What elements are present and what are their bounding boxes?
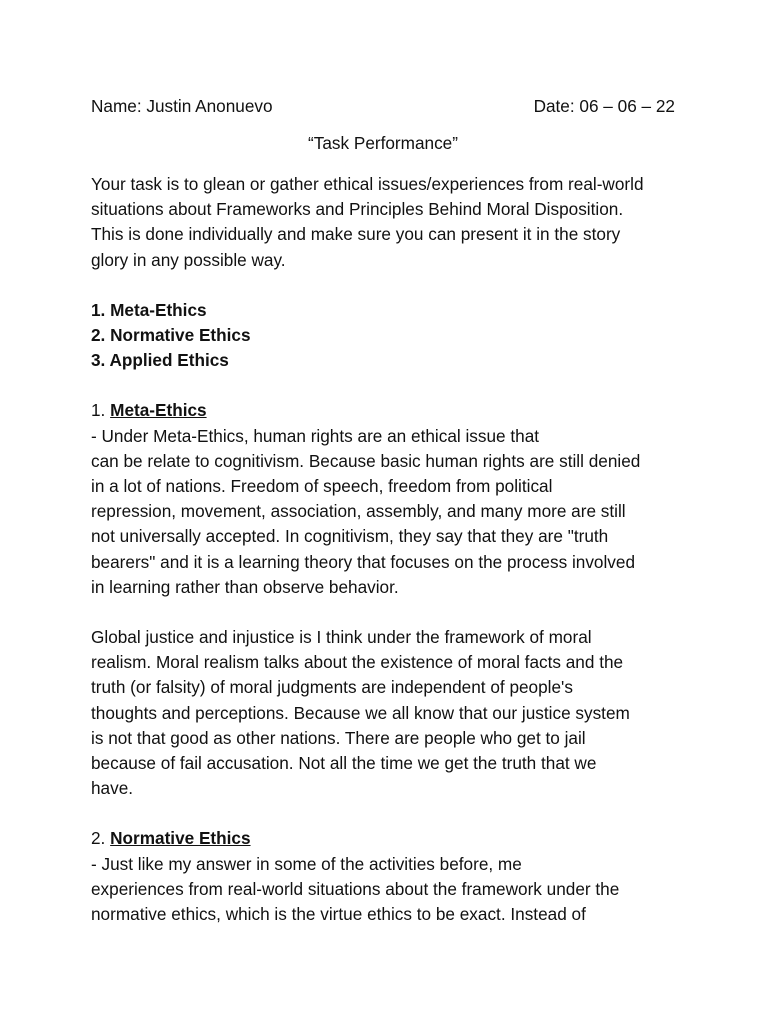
intro-line: glory in any possible way. (91, 249, 286, 270)
document-date: Date: 06 – 06 – 22 (533, 96, 675, 116)
global-justice-paragraph (91, 625, 681, 801)
intro-line: This is done individually and make sure you can present it in the story (91, 224, 621, 245)
paragraph-line: is not that good as other nations. There are people who get to jail (91, 727, 586, 748)
paragraph-line: in a lot of nations. Freedom of speech, freedom from political (91, 476, 553, 497)
document-title: “Task Performance” (308, 133, 458, 153)
paragraph-line: in learning rather than observe behavior. (91, 576, 399, 597)
paragraph-line: truth (or falsity) of moral judgments are independent of people's (91, 677, 573, 698)
list-item-meta-ethics: 1. Meta-Ethics (91, 299, 207, 320)
normative-ethics-paragraph (91, 852, 681, 928)
paragraph-line: can be relate to cognitivism. Because basic human rights are still denied (91, 450, 641, 471)
paragraph-line: repression, movement, association, assembly, and many more are still (91, 501, 626, 522)
meta-ethics-paragraph (91, 424, 681, 600)
section-number: 1. (91, 400, 106, 421)
spacer (91, 373, 681, 398)
paragraph-line: Global justice and injustice is I think under the framework of moral (91, 627, 592, 648)
document-body (91, 94, 681, 927)
intro-paragraph (91, 172, 681, 273)
spacer (91, 600, 681, 625)
section-heading-normative-ethics (91, 826, 681, 851)
paragraph-line: realism. Moral realism talks about the existence of moral facts and the (91, 652, 624, 673)
list-item-normative-ethics: 2. Normative Ethics (91, 325, 251, 346)
spacer (91, 801, 681, 826)
section-name: Normative Ethics (110, 828, 251, 849)
paragraph-line: not universally accepted. In cognitivism, they say that they are "truth (91, 526, 609, 547)
header-row (91, 94, 681, 119)
student-name: Name: Justin Anonuevo (91, 96, 273, 116)
paragraph-line: have. (91, 778, 134, 799)
section-name: Meta-Ethics (110, 400, 207, 421)
paragraph-line: experiences from real-world situations about the framework under the (91, 878, 620, 899)
paragraph-line: bearers" and it is a learning theory that focuses on the process involved (91, 551, 635, 572)
section-number: 2. (91, 828, 106, 849)
spacer (91, 273, 681, 298)
intro-line: Your task is to glean or gather ethical issues/experiences from real-world (91, 174, 644, 194)
section-heading-meta-ethics (91, 398, 681, 423)
topic-list (91, 298, 681, 374)
paragraph-line: - Just like my answer in some of the activities before, me (91, 853, 522, 874)
paragraph-line: because of fail accusation. Not all the time we get the truth that we (91, 753, 597, 774)
paragraph-line: normative ethics, which is the virtue ethics to be exact. Instead of (91, 904, 586, 925)
paragraph-line: thoughts and perceptions. Because we all know that our justice system (91, 702, 630, 723)
list-item-applied-ethics: 3. Applied Ethics (91, 350, 229, 371)
paragraph-line: - Under Meta-Ethics, human rights are an ethical issue that (91, 425, 540, 446)
intro-line: situations about Frameworks and Principles Behind Moral Disposition. (91, 199, 624, 220)
